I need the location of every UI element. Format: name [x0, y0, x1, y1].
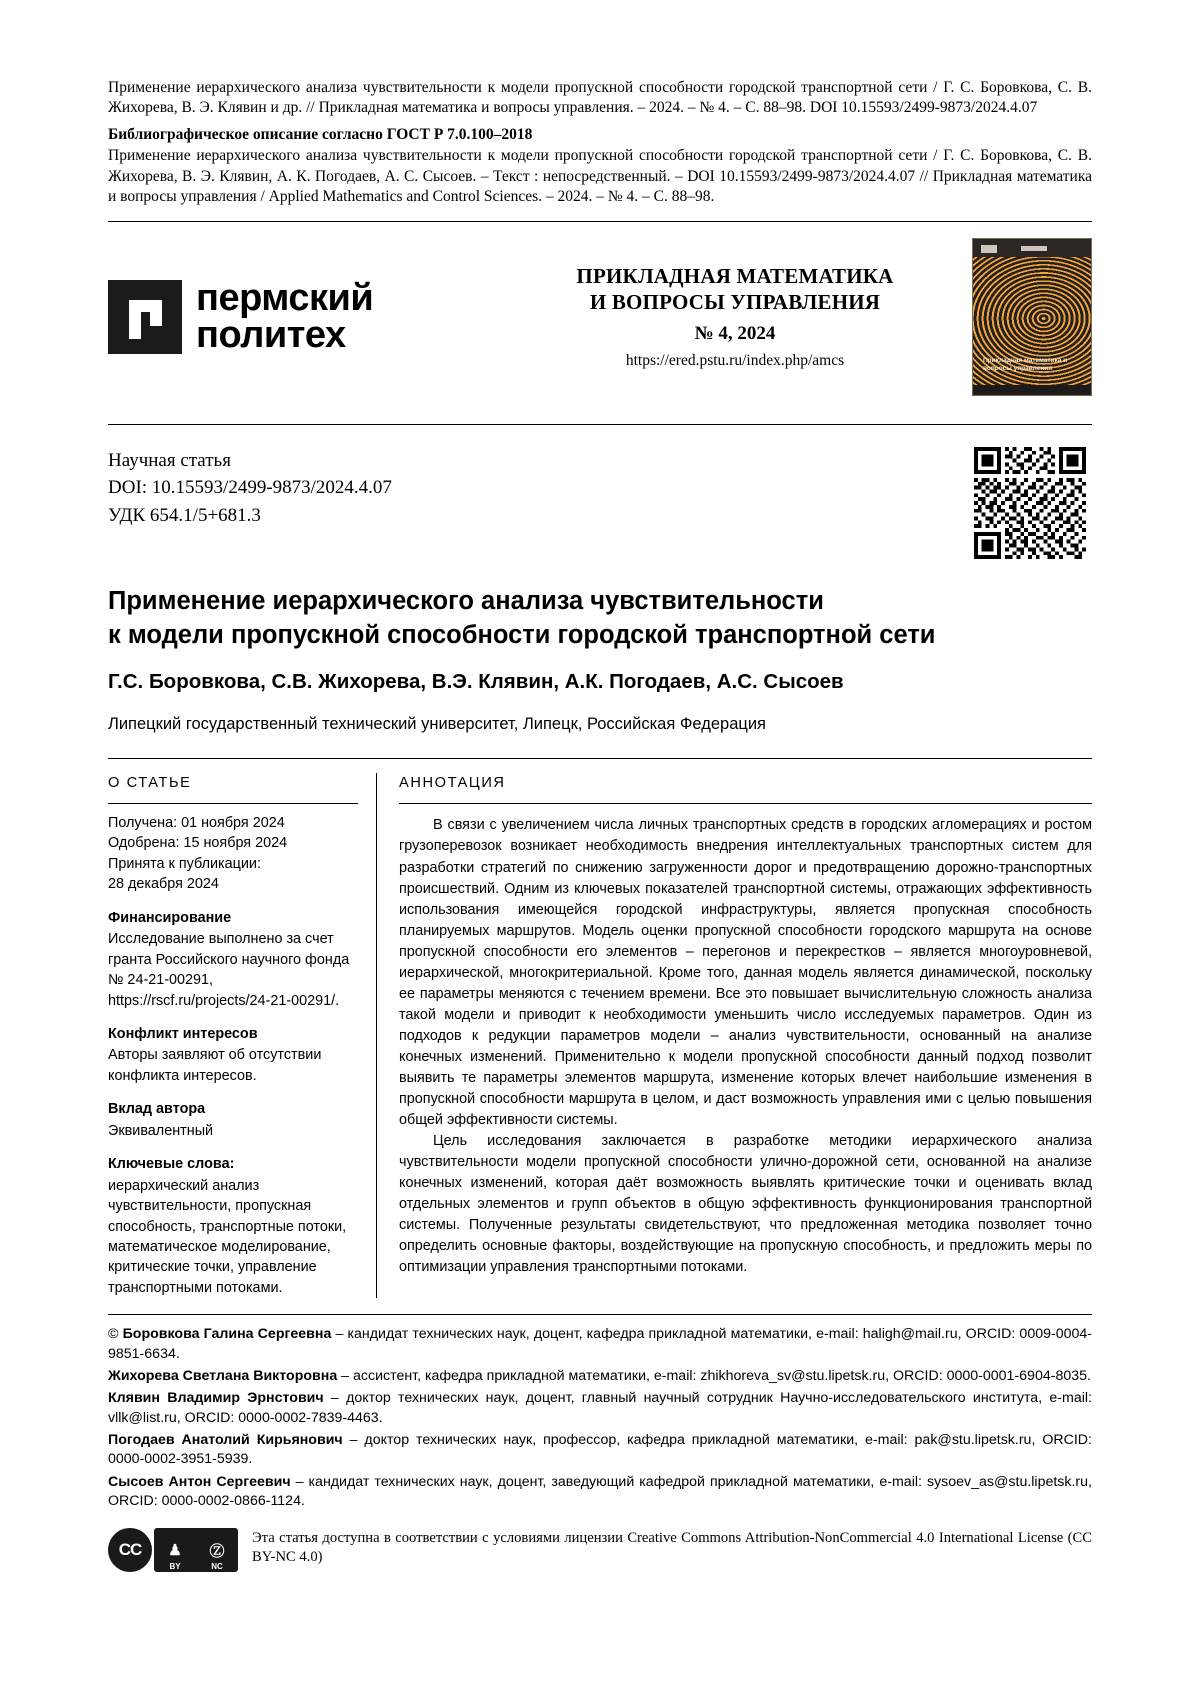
nc-slash-icon: Ⓩ	[209, 1542, 225, 1560]
license-block	[108, 1527, 1092, 1573]
qr-code-icon[interactable]	[974, 447, 1086, 559]
notes-divider	[108, 1314, 1092, 1315]
abstract-divider	[399, 803, 1092, 804]
author-note-text: – кандидат технических наук, доцент, заведующий кафедрой прикладной математики, e-mail: sysoev_as@stu.lipetsk.ru, ORCID: 0000-0002-0866-1124.	[108, 1473, 1092, 1509]
keywords-body: иерархический анализ чувствительности, пропускная способность, транспортные потоки, математическое моделирование, критические точки, управление транспортными потоками.	[108, 1177, 347, 1296]
funding-body: Исследование выполнено за счет гранта Российского научного фонда № 24-21-00291, https://rscf.ru/projects/24-21-00291/.	[108, 931, 350, 1009]
publisher-name	[196, 276, 374, 356]
author-list: Г.С. Боровкова, С.В. Жихорева, В.Э. Клявин, А.К. Погодаев, А.С. Сысоев	[108, 670, 844, 694]
author-note	[108, 1473, 1092, 1512]
abstract-paragraph: В связи с увеличением числа личных транспортных средств в городских агломерациях и ростом грузоперевозок возникает необходимость внедрения интеллектуальных транспортных систем для разработки стратегий по снижению загруженности дорог и предотвращению дорожно-транспортных происшествий. Одним из ключевых показателей транспортной системы, отражающих эффективность использования имеющейся городской инфраструктуры, является пропускная способность планируемых маршрутов. Модель оценки пропускной способности городского маршрута на основе пропускной способности его элементов – перегонов и перекрестков – является многоуровневой, иерархической, многокритериальной. Кроме того, данная модель является динамической, поскольку ее параметры меняются с течением времени. Все это повышает вычислительную сложность анализа такой модели и приводит к необходимости уменьшить число исследуемых параметров. Один из подходов к редукции параметров модели – анализ чувствительности, основанный на анализе конечных изменений. Применительно к модели пропускной способности данный подход позволит выявить те параметры элементов маршрута, изменение которых влечет наибольшие изменения в пропускной способности маршрута в целом, и даст возможность управления ими с целью повышения общей эффективности системы.	[399, 817, 1092, 1128]
publisher-name-line1: пермский	[196, 276, 374, 319]
abstract-heading: АННОТАЦИЯ	[399, 775, 506, 792]
person-icon: ♟	[168, 1542, 182, 1560]
author-note-name: Погодаев Анатолий Кирьянович	[108, 1431, 343, 1448]
author-note	[108, 1431, 1092, 1470]
article-udk: УДК 654.1/5+681.3	[108, 504, 261, 526]
article-type: Научная статья	[108, 449, 231, 471]
author-note	[108, 1367, 1092, 1386]
contribution-title: Вклад автора	[108, 1101, 206, 1118]
conflict-title: Конфликт интересов	[108, 1025, 258, 1042]
article-info-columns	[108, 773, 1092, 1298]
masthead	[108, 222, 1092, 410]
article-doi[interactable]: DOI: 10.15593/2499-9873/2024.4.07	[108, 477, 392, 499]
journal-cover-image	[972, 238, 1092, 396]
author-note-name: Боровкова Галина Сергеевна	[122, 1326, 332, 1343]
publisher-name-line2: политех	[196, 313, 346, 356]
gost-heading: Библиографическое описание согласно ГОСТ Р 7.0.100–2018	[108, 126, 533, 144]
funding-title: Финансирование	[108, 909, 232, 926]
author-note-name: Сысоев Антон Сергеевич	[108, 1473, 291, 1490]
affiliation: Липецкий государственный технический университет, Липецк, Российская Федерация	[108, 715, 766, 734]
cc-by-nc-badge-icon	[154, 1528, 238, 1572]
sidebar-divider	[108, 803, 358, 804]
column-divider	[376, 773, 377, 1298]
gost-citation: Применение иерархического анализа чувствительности к модели пропускной способности городской транспортной сети / Г. С. Боровкова, С. В. Жихорева, В. Э. Клявин, А. К. Погодаев, А. С. Сысоев. – Текст : непосредственный. – DOI 10.15593/2499-9873/2024.4.07 // Прикладная математика и вопросы управления / Applied Mathematics and Control Sciences. – 2024. – № 4. – С. 88–98.	[108, 147, 1092, 205]
journal-title-line2: И ВОПРОСЫ УПРАВЛЕНИЯ	[589, 290, 881, 315]
article-sidebar	[108, 773, 376, 1298]
journal-issue: № 4, 2024	[694, 323, 776, 345]
author-note-text: – доктор технических наук, профессор, кафедра прикладной математики, e-mail: pak@stu.lipetsk.ru, ORCID: 0000-0002-3951-5939.	[108, 1431, 1092, 1468]
author-note	[108, 1389, 1092, 1428]
author-notes	[108, 1325, 1092, 1511]
perm-polytech-logo-icon	[108, 280, 182, 354]
journal-url[interactable]: https://ered.pstu.ru/index.php/amcs	[625, 352, 845, 370]
journal-cover-caption: Прикладная математика и вопросы управления	[983, 356, 1068, 372]
sidebar-heading: О СТАТЬЕ	[108, 775, 192, 792]
creative-commons-icon[interactable]	[108, 1527, 238, 1573]
keywords-title: Ключевые слова:	[108, 1156, 235, 1173]
citation-block	[108, 78, 1092, 207]
article-meta-row	[108, 425, 1092, 559]
abstract-paragraph: Цель исследования заключается в разработке методики иерархического анализа чувствительности модели пропускной способности улично-дорожной сети, основанной на анализе конечных изменений, которая даёт возможность выявлять критические точки и оценивать вклад отдельных элементов и групп объектов в общую эффективность функционирования транспортной системы. Полученные результаты свидетельствуют, что предложенная методика позволяет точно определить основные факторы, воздействующие на пропускную способность, и предложить меры по оптимизации управления транспортными потоками.	[399, 1132, 1092, 1276]
cc-nc-label: NC	[211, 1562, 223, 1572]
author-note-text: – ассистент, кафедра прикладной математики, e-mail: zhikhoreva_sv@stu.lipetsk.ru, ORCID: 0000-0001-6904-8035.	[337, 1368, 1091, 1385]
copyright-symbol: ©	[108, 1326, 119, 1343]
article-title-line2: к модели пропускной способности городской транспортной сети	[108, 620, 936, 649]
abstract-text	[399, 815, 1092, 1278]
license-text: Эта статья доступна в соответствии с условиями лицензии Creative Commons Attribution-NonCommercial 4.0 International License (CC BY-NC 4.0)	[252, 1530, 1092, 1566]
author-note-text: – доктор технических наук, доцент, главный научный сотрудник Научно-исследовательского института, e-mail: vllk@list.ru, ORCID: 0000-0002-7839-4463.	[108, 1390, 1092, 1426]
article-dates: Получена: 01 ноября 2024 Одобрена: 15 ноября 2024 Принята к публикации: 28 декабря 2024	[108, 814, 288, 893]
contribution-body: Эквивалентный	[108, 1122, 214, 1139]
citation-main: Применение иерархического анализа чувствительности к модели пропускной способности городской транспортной сети / Г. С. Боровкова, С. В. Жихорева, В. Э. Клявин и др. // Прикладная математика и вопросы управления. – 2024. – № 4. – С. 88–98. DOI 10.15593/2499-9873/2024.4.07	[108, 79, 1092, 117]
author-note-text: – кандидат технических наук, доцент, кафедра прикладной математики, e-mail: haligh@mail.ru, ORCID: 0009-0004-9851-6634.	[108, 1326, 1093, 1362]
title-divider	[108, 758, 1092, 759]
page-title	[108, 585, 1092, 652]
author-note	[108, 1325, 1092, 1364]
article-title-line1: Применение иерархического анализа чувствительности	[108, 586, 824, 615]
author-note-name: Жихорева Светлана Викторовна	[108, 1368, 338, 1385]
cc-by-label: BY	[169, 1562, 181, 1572]
journal-title-line1: ПРИКЛАДНАЯ МАТЕМАТИКА	[576, 264, 894, 289]
journal-info	[498, 263, 972, 370]
publisher-logo	[108, 276, 498, 356]
cc-logo-icon: CC	[108, 1528, 152, 1572]
abstract-column	[399, 773, 1092, 1298]
author-note-name: Клявин Владимир Эрнстович	[108, 1390, 324, 1407]
conflict-body: Авторы заявляют об отсутствии конфликта интересов.	[108, 1047, 322, 1084]
